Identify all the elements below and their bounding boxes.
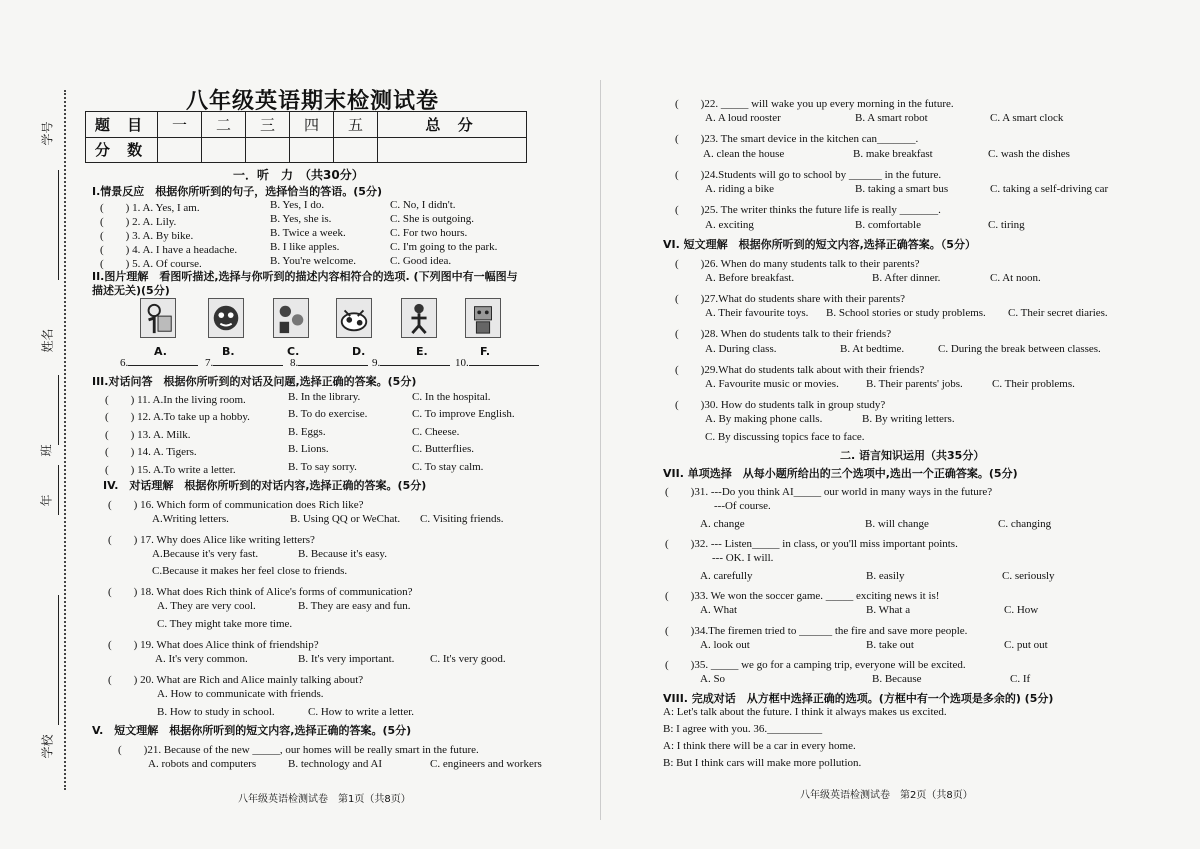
q18-stem: ( ) 18. What does Rich think of Alice's forms of communication? (108, 586, 413, 598)
section3-title: III.对话问答 根据你所听到的对话及问题,选择正确的答案。(5分) (92, 375, 417, 388)
q30-option-b: B. By writing letters. (862, 413, 955, 425)
q4-stem: ( ) 4. A. I have a headache. (100, 244, 238, 256)
score-row-label: 分 数 (86, 137, 158, 163)
score-cell-5[interactable] (334, 137, 378, 163)
q2-option-c: C. She is outgoing. (390, 213, 475, 225)
q4-option-b: B. I like apples. (270, 241, 340, 253)
q2-stem: ( ) 2. A. Lily. (100, 216, 177, 228)
picture-c-people (273, 298, 309, 338)
q21-option-c: C. engineers and workers (430, 758, 542, 770)
q15-option-b: B. To say sorry. (288, 461, 357, 473)
q29-option-c: C. Their problems. (992, 378, 1075, 390)
q31-option-b: B. will change (865, 518, 929, 530)
dialogue-line-1: A: Let's talk about the future. I think it always makes us excited. (663, 706, 947, 718)
section2-title-line2: 描述无关)(5分) (92, 284, 170, 297)
q25-option-b: B. comfortable (855, 219, 921, 231)
blank-9-number: 9. (372, 357, 381, 369)
q31-reply: ---Of course. (714, 500, 771, 512)
answer-blank-6[interactable] (120, 357, 198, 369)
blank-10-number: 10. (455, 357, 469, 369)
q16-option-c: C. Visiting friends. (420, 513, 504, 525)
q30-option-a: A. By making phone calls. (705, 413, 823, 425)
q19-option-a: A. It's very common. (155, 653, 248, 665)
q14-stem: ( ) 14. A. Tigers. (105, 446, 197, 458)
q24-stem: ( )24.Students will go to school by ______ in the future. (675, 169, 942, 181)
score-header-5: 五 (334, 112, 378, 138)
q25-option-c: C. tiring (988, 219, 1025, 231)
q21-option-b: B. technology and AI (288, 758, 383, 770)
picture-d-animal (336, 298, 372, 338)
q34-option-a: A. look out (700, 639, 750, 651)
q32-option-c: C. seriously (1002, 570, 1055, 582)
number-line (58, 170, 59, 280)
q32-option-a: A. carefully (700, 570, 753, 582)
q18-option-b: B. They are easy and fun. (298, 600, 411, 612)
score-header-3: 三 (246, 112, 290, 138)
q28-option-b: B. At bedtime. (840, 343, 905, 355)
q18-option-c: C. They might take more time. (157, 618, 293, 630)
q3-stem: ( ) 3. A. By bike. (100, 230, 194, 242)
q23-option-c: C. wash the dishes (988, 148, 1070, 160)
q17-option-b: B. Because it's easy. (298, 548, 387, 560)
q20-option-c: C. How to write a letter. (308, 706, 415, 718)
q30-stem: ( )30. How do students talk in group study? (675, 399, 886, 411)
q16-option-b: B. Using QQ or WeChat. (290, 513, 401, 525)
school-line (58, 595, 59, 725)
q32-option-b: B. easily (866, 570, 905, 582)
q13-option-b: B. Eggs. (288, 426, 326, 438)
section1-title: I.情景反应 根据你所听到的句子，选择恰当的答语。(5分) (92, 185, 382, 198)
q19-stem: ( ) 19. What does Alice think of friendship? (108, 639, 319, 651)
q19-option-c: C. It's very good. (430, 653, 506, 665)
q13-option-c: C. Cheese. (412, 426, 460, 438)
score-table (85, 111, 527, 163)
answer-blank-9[interactable] (372, 357, 450, 369)
binding-dotted-line (64, 90, 66, 790)
q26-stem: ( )26. When do many students talk to their parents? (675, 258, 920, 270)
side-label-class: 班 (39, 444, 54, 457)
dialogue-line-4: B: But I think cars will make more pollution. (663, 757, 862, 769)
q17-option-c: C.Because it makes her feel close to friends. (152, 565, 348, 577)
q20-stem: ( ) 20. What are Rich and Alice mainly talking about? (108, 674, 364, 686)
blank-8-number: 8. (290, 357, 299, 369)
section2-title-line1: II.图片理解 看图听描述,选择与你听到的描述内容相符合的选项. (下列图中有一幅图与 (92, 270, 518, 283)
q22-stem: ( )22. _____ will wake you up every morning in the future. (675, 98, 954, 110)
score-header-4: 四 (290, 112, 334, 138)
q23-option-b: B. make breakfast (853, 148, 933, 160)
section5-title: V. 短文理解 根据你所听到的短文内容,选择正确的答案。(5分) (92, 724, 412, 737)
q15-stem: ( ) 15. A.To write a letter. (105, 464, 236, 476)
q27-option-b: B. School stories or study problems. (826, 307, 986, 319)
side-label-grade: 年 (39, 494, 54, 507)
exam-title: 八年级英语期末检测试卷 (186, 89, 440, 114)
q20-option-a: A. How to communicate with friends. (157, 688, 324, 700)
q34-option-b: B. take out (866, 639, 914, 651)
q34-stem: ( )34.The firemen tried to ______ the fire and save more people. (665, 625, 968, 637)
q14-option-c: C. Butterflies. (412, 443, 475, 455)
score-cell-4[interactable] (290, 137, 334, 163)
q31-stem: ( )31. ---Do you think AI_____ our world in many ways in the future? (665, 486, 993, 498)
q22-option-a: A. A loud rooster (705, 112, 781, 124)
q35-option-b: B. Because (872, 673, 922, 685)
q35-option-a: A. So (700, 673, 726, 685)
score-header-total: 总 分 (378, 112, 527, 138)
section7-title: VII. 单项选择 从每小题所给出的三个选项中,选出一个正确答案。(5分) (663, 467, 1018, 480)
q5-option-b: B. You're welcome. (270, 255, 357, 267)
q29-option-b: B. Their parents' jobs. (866, 378, 963, 390)
q29-option-a: A. Favourite music or movies. (705, 378, 839, 390)
q33-option-a: A. What (700, 604, 738, 616)
q12-option-b: B. To do exercise. (288, 408, 368, 420)
q26-option-c: C. At noon. (990, 272, 1041, 284)
picture-a-writing-boy (140, 298, 176, 338)
name-line (58, 375, 59, 445)
picture-label-d: D. (352, 345, 366, 358)
q24-option-c: C. taking a self-driving car (990, 183, 1109, 195)
q23-option-a: A. clean the house (703, 148, 785, 160)
q28-option-a: A. During class. (705, 343, 777, 355)
q25-option-a: A. exciting (705, 219, 754, 231)
q17-stem: ( ) 17. Why does Alice like writing letters? (108, 534, 315, 546)
q15-option-c: C. To stay calm. (412, 461, 484, 473)
dialogue-line-2: B: I agree with you. 36.__________ (663, 723, 823, 735)
q32-reply: --- OK. I will. (712, 552, 774, 564)
q12-stem: ( ) 12. A.To take up a hobby. (105, 411, 250, 423)
q11-option-c: C. In the hospital. (412, 391, 491, 403)
score-cell-3[interactable] (246, 137, 290, 163)
q33-stem: ( )33. We won the soccer game. _____ exciting news it is! (665, 590, 940, 602)
picture-f-robot (465, 298, 501, 338)
q21-stem: ( )21. Because of the new _____, our homes will be really smart in the future. (118, 744, 479, 756)
dialogue-line-3: A: I think there will be a car in every home. (663, 740, 856, 752)
q4-option-c: C. I'm going to the park. (390, 241, 498, 253)
q3-option-c: C. For two hours. (390, 227, 468, 239)
footer-page1: 八年级英语检测试卷 第1页（共8页） (238, 794, 411, 805)
footer-page2: 八年级英语检测试卷 第2页（共8页） (800, 790, 973, 801)
score-header-label: 题 目 (86, 112, 158, 138)
q28-option-c: C. During the break between classes. (938, 343, 1101, 355)
q17-option-a: A.Because it's very fast. (152, 548, 259, 560)
q32-stem: ( )32. --- Listen_____ in class, or you'll miss important points. (665, 538, 958, 550)
score-cell-1[interactable] (158, 137, 202, 163)
side-label-name: 姓名 (40, 328, 55, 353)
q30-option-c: C. By discussing topics face to face. (705, 431, 865, 443)
part1-title: 一．听 力 （共30分） (233, 168, 364, 182)
q26-option-a: A. Before breakfast. (705, 272, 795, 284)
q26-option-b: B. After dinner. (872, 272, 941, 284)
q24-option-b: B. taking a smart bus (855, 183, 949, 195)
picture-label-c: C. (287, 345, 300, 358)
picture-label-b: B. (222, 345, 235, 358)
q31-option-c: C. changing (998, 518, 1052, 530)
q2-option-b: B. Yes, she is. (270, 213, 332, 225)
q27-option-c: C. Their secret diaries. (1008, 307, 1108, 319)
q5-option-c: C. Good idea. (390, 255, 452, 267)
q29-stem: ( )29.What do students talk about with their friends? (675, 364, 925, 376)
q1-option-c: C. No, I didn't. (390, 199, 456, 211)
q3-option-b: B. Twice a week. (270, 227, 346, 239)
q21-option-a: A. robots and computers (148, 758, 257, 770)
q28-stem: ( )28. When do students talk to their friends? (675, 328, 892, 340)
page-divider (600, 80, 601, 820)
q23-stem: ( )23. The smart device in the kitchen can_______. (675, 133, 919, 145)
q25-stem: ( )25. The writer thinks the future life is really _______. (675, 204, 941, 216)
q20-option-b: B. How to study in school. (157, 706, 275, 718)
q24-option-a: A. riding a bike (705, 183, 775, 195)
blank-6-number: 6. (120, 357, 129, 369)
q19-option-b: B. It's very important. (298, 653, 395, 665)
q1-option-b: B. Yes, I do. (270, 199, 325, 211)
side-label-school: 学校 (40, 734, 55, 759)
q33-option-b: B. What a (866, 604, 911, 616)
q13-stem: ( ) 13. A. Milk. (105, 429, 191, 441)
q22-option-c: C. A smart clock (990, 112, 1064, 124)
q12-option-c: C. To improve English. (412, 408, 515, 420)
q22-option-b: B. A smart robot (855, 112, 928, 124)
answer-blank-8[interactable] (290, 357, 368, 369)
class-line (58, 465, 59, 515)
q35-stem: ( )35. _____ we go for a camping trip, everyone will be excited. (665, 659, 966, 671)
q18-option-a: A. They are very cool. (157, 600, 256, 612)
q16-option-a: A.Writing letters. (152, 513, 229, 525)
answer-blank-7[interactable] (205, 357, 283, 369)
q34-option-c: C. put out (1004, 639, 1048, 651)
q33-option-c: C. How (1004, 604, 1039, 616)
q27-stem: ( )27.What do students share with their parents? (675, 293, 906, 305)
q16-stem: ( ) 16. Which form of communication does Rich like? (108, 499, 364, 511)
q27-option-a: A. Their favourite toys. (705, 307, 809, 319)
section4-title: IV. 对话理解 根据你所听到的对话内容,选择正确的答案。(5分) (103, 479, 427, 492)
score-header-1: 一 (158, 112, 202, 138)
q5-stem: ( ) 5. A. Of course. (100, 258, 202, 270)
q35-option-c: C. If (1010, 673, 1031, 685)
q1-stem: ( ) 1. A. Yes, I am. (100, 202, 200, 214)
q14-option-b: B. Lions. (288, 443, 329, 455)
picture-e-activity (401, 298, 437, 338)
section6-title: VI. 短文理解 根据你所听到的短文内容,选择正确答案。（5分） (663, 238, 976, 251)
q11-option-b: B. In the library. (288, 391, 361, 403)
blank-7-number: 7. (205, 357, 214, 369)
picture-label-a: A. (154, 345, 167, 358)
q11-stem: ( ) 11. A.In the living room. (105, 394, 246, 406)
section8-title: VIII. 完成对话 从方框中选择正确的选项。(方框中有一个选项是多余的) (5分) (663, 692, 1054, 705)
answer-blank-10[interactable] (455, 357, 539, 369)
part2-title: 二. 语言知识运用（共35分） (840, 449, 985, 462)
score-cell-2[interactable] (202, 137, 246, 163)
picture-b-face (208, 298, 244, 338)
picture-label-e: E. (416, 345, 428, 358)
score-header-2: 二 (202, 112, 246, 138)
score-cell-total[interactable] (378, 137, 527, 163)
side-label-number: 学号 (40, 121, 55, 146)
picture-label-f: F. (480, 345, 491, 358)
q31-option-a: A. change (700, 518, 745, 530)
